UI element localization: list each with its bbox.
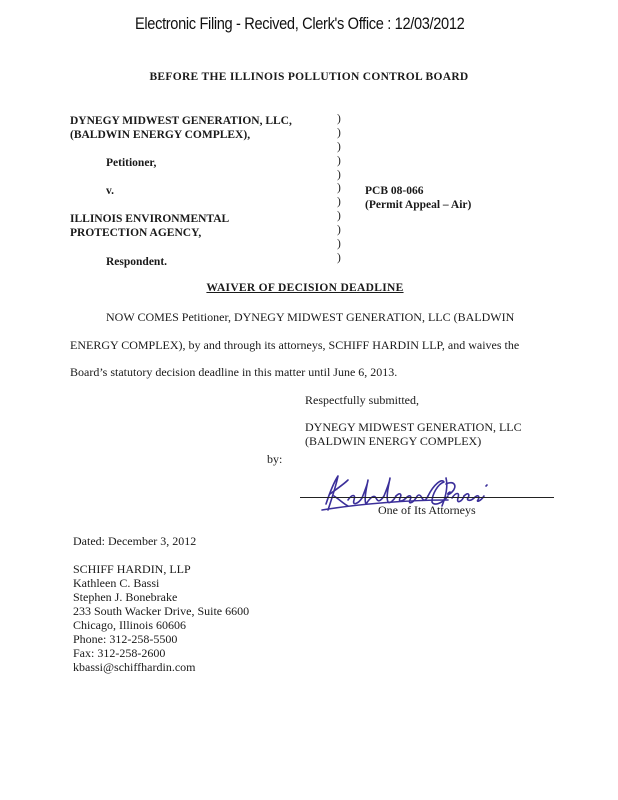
petitioner-role: Petitioner,: [106, 157, 157, 169]
case-number: PCB 08-066: [365, 185, 424, 197]
body-line-1: NOW COMES Petitioner, DYNEGY MIDWEST GENERATION, LLC (BALDWIN: [106, 310, 515, 324]
caption-paren: ): [337, 196, 341, 209]
firm-phone: Phone: 312-258-5500: [73, 632, 178, 646]
firm-address-line2: Chicago, Illinois 60606: [73, 618, 186, 632]
caption-paren: ): [337, 140, 341, 153]
court-heading: BEFORE THE ILLINOIS POLLUTION CONTROL BOARD: [149, 71, 469, 83]
closing: Respectfully submitted,: [305, 393, 419, 407]
petitioner-name-line2: (BALDWIN ENERGY COMPLEX),: [70, 129, 251, 141]
respondent-name-line2: PROTECTION AGENCY,: [70, 227, 202, 239]
document-title: WAIVER OF DECISION DEADLINE: [206, 282, 404, 294]
caption-paren: ): [337, 224, 341, 237]
caption-paren: ): [337, 168, 341, 181]
caption-parentheses-column: [337, 113, 341, 266]
signature-line: [300, 497, 554, 498]
caption-paren: ): [337, 182, 341, 195]
caption-paren: ): [337, 251, 341, 264]
signing-party-line2: (BALDWIN ENERGY COMPLEX): [305, 434, 482, 448]
body-line-3: Board’s statutory decision deadline in this matter until June 6, 2013.: [70, 365, 398, 379]
firm-address-line1: 233 South Wacker Drive, Suite 6600: [73, 604, 250, 618]
respondent-name-line1: ILLINOIS ENVIRONMENTAL: [70, 213, 230, 225]
signer-role: One of Its Attorneys: [378, 503, 476, 517]
attorney-name-1: Kathleen C. Bassi: [73, 576, 160, 590]
case-type: (Permit Appeal – Air): [365, 199, 472, 211]
signing-party-line1: DYNEGY MIDWEST GENERATION, LLC: [305, 420, 522, 434]
versus: v.: [106, 185, 114, 197]
caption-paren: ): [337, 210, 341, 223]
caption-paren: ): [337, 113, 341, 125]
caption-paren: ): [337, 154, 341, 167]
firm-fax: Fax: 312-258-2600: [73, 646, 166, 660]
dated-line: Dated: December 3, 2012: [73, 534, 197, 548]
firm-name: SCHIFF HARDIN, LLP: [73, 562, 191, 576]
caption-paren: ): [337, 126, 341, 139]
body-line-2: ENERGY COMPLEX), by and through its attorneys, SCHIFF HARDIN LLP, and waives the: [70, 338, 520, 352]
filing-stamp: Electronic Filing - Recived, Clerk's Office : 12/03/2012: [135, 14, 465, 33]
caption-paren: ): [337, 238, 341, 251]
firm-email: kbassi@schiffhardin.com: [73, 660, 196, 674]
attorney-name-2: Stephen J. Bonebrake: [73, 590, 178, 604]
petitioner-name-line1: DYNEGY MIDWEST GENERATION, LLC,: [70, 115, 292, 127]
respondent-role: Respondent.: [106, 256, 168, 268]
by-label: by:: [267, 452, 283, 466]
